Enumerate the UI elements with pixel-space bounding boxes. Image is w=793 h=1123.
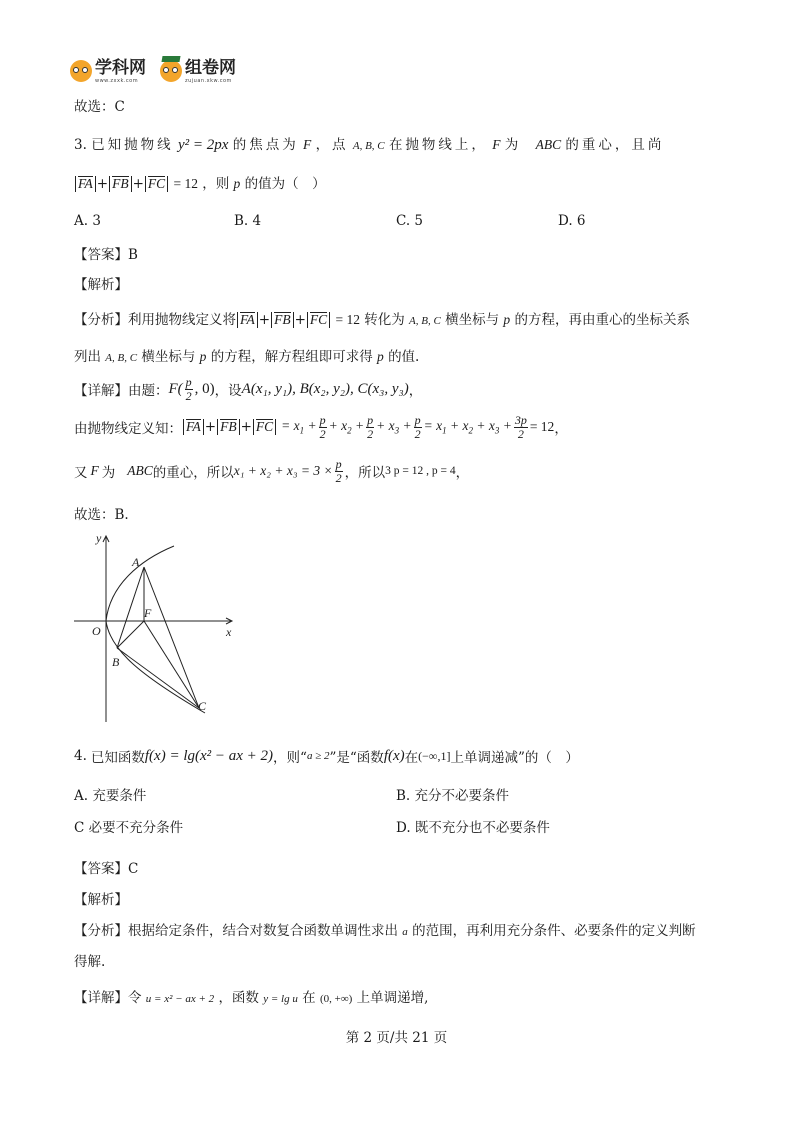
q3-focus: F [303,137,312,152]
q3-focus-coord-end: , 0) [194,380,215,397]
q4-analysis-title: 【解析】 [74,892,128,908]
q3-you-text: 的重心，所以 [152,465,234,482]
q3-def-text: ， [554,421,568,438]
q3-text: 为 [504,137,522,153]
header-logos [70,60,236,84]
q3-xiangjie-line1 [74,376,422,402]
graduation-owl-icon [160,60,182,82]
label-f: F [144,606,152,620]
q4-text: 上单调递减”的（ ） [450,750,579,766]
q4-fx: f(x) [383,747,405,764]
q4-xiangjie-text: 上单调递增, [356,990,429,1006]
q4-text: ，则“ [273,750,307,766]
q3-triangle: ABC [535,137,562,152]
q4-y-def: y = lg u [263,993,298,1005]
q3-stem-line2: FA + FB + FC = 12 ，则 p 的值为（ ） [74,172,326,192]
q3-fenxi-points: A, B, C [105,352,138,364]
q4-option-c[interactable]: C 必要不充分条件 [74,820,184,836]
q3-you-text: ， [455,465,470,482]
q4-text: 在 [404,750,419,766]
q3-focus-coord: F( [168,380,183,397]
q3-fenxi-p: p [377,349,384,364]
q3-xiangjie-text: ，设 [214,383,242,400]
q3-text: 已知抛物线 [91,137,174,153]
q4-fenxi-text: 【分析】根据给定条件，结合对数复合函数单调性求出 [74,923,398,939]
q3-fenxi-text: 转化为 [364,312,405,328]
q3-fenxi-text: 的方程，解方程组即可求得 [210,349,373,365]
q4-condition: a ≥ 2 [306,750,330,762]
q3-centroid-line: 又 F 为 ABC 的重心，所以 x₁ + x₂ + x₃ = 3 × $\frac{p}{2}$ ，所以 3 p = 12 , p = 4 ， [74,457,470,485]
q3-stem-line1 [74,133,664,154]
q3-focus: F [90,463,99,479]
logo-name: 组卷网 [185,58,236,78]
logo-url: zujuan.xkw.com [185,78,232,84]
q4-var-a: a [402,926,408,938]
q4-option-b[interactable]: B. 充分不必要条件 [396,788,510,804]
xuekewang-logo [70,60,146,84]
frac-num: p [185,375,192,389]
q3-fenxi-text: 列出 [74,349,101,365]
q3-fenxi-line1: 【分析】利用抛物线定义将 FA + FB + FC = 12 转化为 A, B, C 横坐标与 p 的方程，再由重心的坐标关系 [74,312,690,328]
q3-triangle: ABC [127,463,153,479]
q3-fenxi-p: p [503,312,511,327]
q3-fenxi-p: p [199,349,207,364]
q4-number: 4. [74,748,87,764]
side-ac [144,567,199,708]
vec-FA: FA [78,176,93,191]
q3-fenxi-text: 的值. [388,349,420,365]
logo-url: www.zxxk.com [95,78,139,84]
label-c: C [198,699,207,713]
q4-fenxi-text: 的范围，再利用充分条件、必要条件的定义判断 [412,923,696,939]
q4-u-def: u = x² − ax + 2 [145,993,215,1005]
logo-name: 学科网 [95,58,146,78]
frac-den: 2 [517,426,524,441]
q3-text: ，则 [202,176,230,192]
q4-fenxi-line2: 得解. [74,954,106,970]
label-b: B [112,655,120,669]
q3-definition-line: 由抛物线定义知： FA + FB + FC = $x_1$ + $\frac{p}{2}$ + $x_2$ + $\frac{p}{2}$ + $x_3$ + $\frac{p}{2}$ = $x_1 + x_2 + x_3$ + $\frac{3p}{2}$ = 12 ， [74,413,568,441]
side-bc [117,648,199,708]
q4-text: ”是“函数 [329,750,384,766]
q3-focus: F [492,137,501,152]
q3-option-c[interactable]: C. 5 [396,213,424,229]
q3-option-b[interactable]: B. 4 [234,213,262,229]
q3-you-text: 又 [74,465,88,482]
q3-point-coords: A(x₁, y₁), B(x₂, y₂), C(x₃, y₃) [241,380,409,397]
q3-fenxi-text: 的方程，再由重心的坐标关系 [514,312,690,328]
q3-fenxi-text: 【分析】利用抛物线定义将 [74,312,236,328]
q3-fenxi-text: 横坐标与 [445,312,500,328]
q3-fenxi-sum: = 12 [335,312,360,327]
q3-def-result: = 12 [529,419,555,435]
q3-fenxi-text: 横坐标与 [141,349,196,365]
frac-num: 3p [514,413,527,427]
q3-parabola-equation: y² = 2px [177,137,229,153]
q3-option-d[interactable]: D. 6 [558,213,586,229]
q3-option-a[interactable]: A. 3 [74,213,101,229]
q3-points: A, B, C [352,140,385,152]
q3-answer: 【答案】B [74,247,138,263]
zujuanwang-logo [160,60,236,84]
q4-xiangjie-line [74,986,428,1006]
q3-text: 的值为（ ） [244,176,326,192]
q3-fenxi-line2 [74,345,419,365]
label-origin: O [92,624,101,638]
q3-centroid-sum: x₁ + x₂ + x₃ = 3 × [233,463,333,479]
q4-interval: (−∞,1] [418,748,451,763]
parabola-figure [70,530,240,725]
q3-text: 的重心，且尚 [565,137,665,153]
parabola-curve [106,546,205,713]
frac-den: 2 [185,388,192,403]
q3-number: 3. [74,137,87,153]
q3-text: ，点 [315,137,349,153]
q4-stem [74,746,579,766]
vec-FC: FC [147,176,166,191]
q3-you-text: 为 [101,465,116,482]
side-ab [117,567,144,648]
q4-text: 已知函数 [90,750,145,766]
q3-text: 的焦点为 [232,137,299,153]
q3-xiangjie-text: 【详解】由题： [74,383,169,400]
q3-you-text: ，所以 [344,465,386,482]
q3-result: 3 p = 12 , p = 4 [385,465,456,478]
owl-icon [70,60,92,82]
q3-def-text: 由抛物线定义知： [74,421,182,438]
q4-answer: 【答案】C [74,861,139,877]
q3-xiangjie-text: ， [408,383,423,400]
page-footer: 第 2 页/共 21 页 [345,1030,448,1046]
median-c [144,621,199,708]
vec-FB: FB [112,176,129,191]
prev-choose-line: 故选：C [74,99,125,115]
q3-p: p [233,176,241,191]
label-a: A [132,555,140,569]
q4-option-d[interactable]: D. 既不充分也不必要条件 [396,820,550,836]
q3-analysis-title: 【解析】 [74,277,128,293]
q4-fenxi-line1 [74,919,696,939]
q4-xiangjie-text: 在 [302,990,316,1006]
label-y: y [96,531,102,545]
q4-xiangjie-text: 【详解】令 [74,990,142,1006]
q3-fenxi-points: A, B, C [409,315,441,327]
q4-function: f(x) = lg(x² − ax + 2) [144,747,274,764]
label-x: x [226,625,232,639]
q4-interval: (0, +∞) [319,993,353,1005]
q4-option-a[interactable]: A. 充要条件 [74,788,147,804]
q3-text: 在抛物线上， [388,137,488,153]
q3-sum-value: = 12 [173,176,198,191]
q4-xiangjie-text: ，函数 [218,990,259,1006]
q3-choose: 故选：B. [74,507,129,523]
